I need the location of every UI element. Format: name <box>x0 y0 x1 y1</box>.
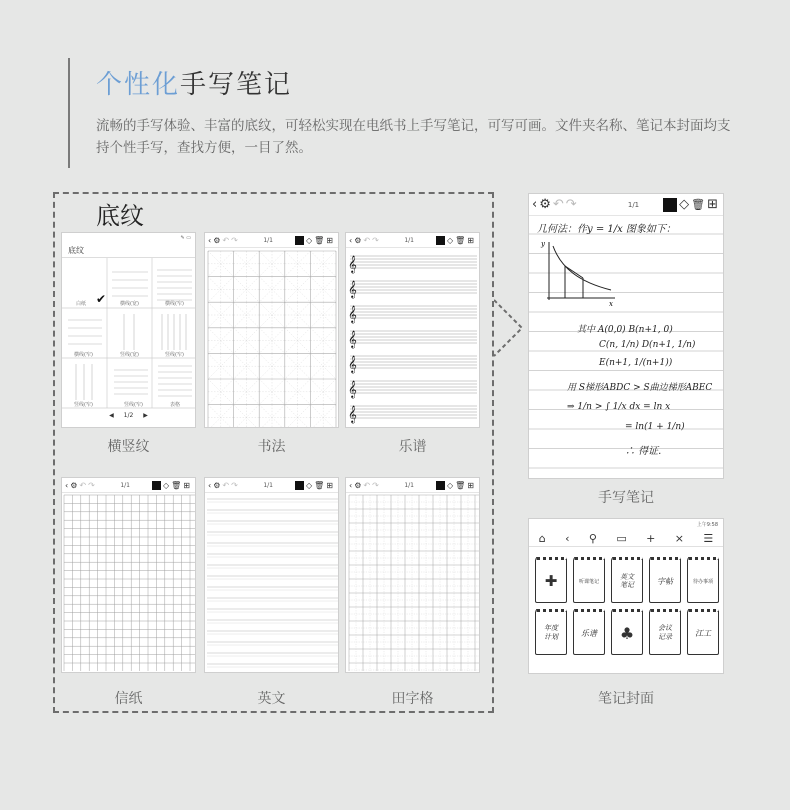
add-icon[interactable]: + <box>646 531 656 545</box>
undo-icon[interactable]: ↶ <box>363 480 371 490</box>
notebook-item[interactable] <box>573 609 605 655</box>
page-indicator: 1/2 <box>123 412 134 419</box>
treble-clef-icon: 𝄞 <box>348 330 357 348</box>
back-icon[interactable]: ‹ <box>349 235 353 245</box>
cell-label: 竖线(窄) <box>74 402 93 408</box>
toolbar <box>346 233 479 248</box>
notebook-item[interactable] <box>649 557 681 603</box>
eraser-icon[interactable]: ◇ <box>162 480 170 490</box>
treble-clef-icon: 𝄞 <box>348 355 357 373</box>
back-icon[interactable]: ‹ <box>65 480 69 490</box>
settings-icon[interactable]: ⚙ <box>354 480 362 490</box>
thumb-music-score[interactable] <box>345 232 480 428</box>
thumb-calligraphy[interactable] <box>204 232 339 428</box>
status-bar: ✎ ▭ <box>180 235 191 241</box>
page-title <box>96 64 292 101</box>
cell-label: 横线(宽) <box>120 301 139 307</box>
eraser-icon[interactable]: ◇ <box>446 235 454 245</box>
cell-label: 横线(窄) <box>165 301 184 307</box>
thumb-tianzige[interactable] <box>345 477 480 673</box>
title-highlight: 个性化 <box>96 70 181 100</box>
pen-icon[interactable] <box>152 481 161 490</box>
pen-icon[interactable] <box>295 481 304 490</box>
note-line: = ln(1 + 1/n) <box>625 422 685 432</box>
thumb-letter-paper[interactable] <box>61 477 196 673</box>
list-icon[interactable]: ☰ <box>703 531 714 545</box>
settings-icon[interactable]: ⚙ <box>213 235 221 245</box>
treble-clef-icon: 𝄞 <box>348 380 357 398</box>
next-page-icon[interactable]: ▶ <box>143 412 148 419</box>
page-indicator: 1/1 <box>627 200 640 209</box>
cover-toolbar <box>529 530 723 547</box>
eraser-icon[interactable]: ◇ <box>679 196 690 212</box>
eraser-icon[interactable]: ◇ <box>446 480 454 490</box>
trash-icon[interactable]: 🗑 <box>171 480 182 490</box>
back-icon[interactable]: ‹ <box>532 196 538 212</box>
add-page-icon[interactable]: ⊞ <box>183 480 190 490</box>
settings-icon[interactable]: ⚙ <box>539 196 551 212</box>
back-icon[interactable]: ‹ <box>208 235 212 245</box>
home-icon[interactable]: ⌂ <box>538 531 546 545</box>
trash-icon[interactable]: 🗑 <box>455 235 466 245</box>
add-page-icon[interactable]: ⊞ <box>326 480 333 490</box>
note-line: 其中 A(0,0) B(n+1, 0) <box>577 325 673 335</box>
pager <box>62 412 195 419</box>
caption-horizontal-vertical: 横竖纹 <box>107 439 150 455</box>
toolbar <box>205 233 338 248</box>
back-icon[interactable]: ‹ <box>349 480 353 490</box>
svg-text:y: y <box>541 240 545 248</box>
page-indicator: 1/1 <box>263 481 273 489</box>
notebook-label: 听课笔记 <box>578 578 599 585</box>
note-line: ∴ 得证. <box>625 446 662 457</box>
toolbar <box>529 194 723 216</box>
notebook-label: 英文笔记 <box>620 573 634 589</box>
cell-label: 横线(窄) <box>74 352 93 358</box>
connector-line <box>494 290 530 370</box>
redo-icon[interactable]: ↷ <box>231 235 238 245</box>
notebook-label: 乐谱 <box>581 628 597 638</box>
undo-icon[interactable]: ↶ <box>222 235 230 245</box>
add-page-icon[interactable]: ⊞ <box>326 235 333 245</box>
redo-icon[interactable]: ↷ <box>372 235 379 245</box>
caption-music-score: 乐谱 <box>398 439 427 455</box>
prev-page-icon[interactable]: ◀ <box>109 412 114 419</box>
pen-icon[interactable] <box>436 236 445 245</box>
section-title: 底纹 <box>96 202 144 230</box>
page-indicator: 1/1 <box>404 481 414 489</box>
thumb-horizontal-vertical[interactable] <box>61 232 196 428</box>
trash-icon[interactable]: 🗑 <box>691 197 706 211</box>
add-page-icon[interactable]: ⊞ <box>467 480 474 490</box>
pen-icon[interactable] <box>663 198 677 212</box>
notebook-cover-screen[interactable] <box>528 518 724 674</box>
caption-handwritten-note: 手写笔记 <box>598 490 654 506</box>
close-icon[interactable]: × <box>674 531 684 545</box>
undo-icon[interactable]: ↶ <box>79 480 87 490</box>
redo-icon[interactable]: ↷ <box>565 196 577 212</box>
treble-clef-icon: 𝄞 <box>348 405 357 423</box>
cell-label: 表格 <box>170 402 181 408</box>
square-grid <box>62 493 196 673</box>
trash-icon[interactable]: 🗑 <box>314 480 325 490</box>
handwritten-note-screen[interactable] <box>528 193 724 479</box>
toolbar <box>346 478 479 493</box>
undo-icon[interactable]: ↶ <box>222 480 230 490</box>
trash-icon[interactable]: 🗑 <box>455 480 466 490</box>
svg-text:x: x <box>609 300 613 308</box>
settings-icon[interactable]: ⚙ <box>213 480 221 490</box>
add-page-icon[interactable]: ⊞ <box>707 196 718 212</box>
page-indicator: 1/1 <box>120 481 130 489</box>
status-bar <box>529 519 723 530</box>
status-time: 上午9:58 <box>696 522 718 528</box>
note-line: 用 S梯形ABDC > S曲边梯形ABEC <box>567 383 713 393</box>
undo-icon[interactable]: ↶ <box>363 235 371 245</box>
eraser-icon[interactable]: ◇ <box>305 235 313 245</box>
notebook-item[interactable] <box>687 557 719 603</box>
redo-icon[interactable]: ↷ <box>372 480 379 490</box>
pen-icon[interactable] <box>295 236 304 245</box>
caption-notebook-cover: 笔记封面 <box>598 691 654 707</box>
notebook-item[interactable] <box>573 557 605 603</box>
treble-clef-icon: 𝄞 <box>348 305 357 323</box>
english-lines <box>205 493 339 673</box>
accent-bar <box>68 58 70 168</box>
add-page-icon[interactable]: ⊞ <box>467 235 474 245</box>
caption-tianzige: 田字格 <box>391 691 434 707</box>
caption-letter-paper: 信纸 <box>114 691 143 707</box>
notebook-label: 年度计划 <box>544 624 558 641</box>
notebook-grid <box>529 547 723 655</box>
title-rest: 手写笔记 <box>180 70 293 100</box>
cell-label: 竖线(窄) <box>165 352 184 358</box>
notebook-label: 待办事项 <box>692 578 713 585</box>
cell-label: 竖线(窄) <box>124 402 143 408</box>
page-description: 流畅的手写体验、丰富的底纹，可轻松实现在电纸书上手写笔记，可写可画。文件夹名称、笔记本封面均支持个性手写，查找方便，一目了然。 <box>96 118 731 156</box>
notebook-label: 会议记录 <box>658 624 672 641</box>
settings-icon[interactable]: ⚙ <box>70 480 78 490</box>
caption-english: 英文 <box>257 691 286 707</box>
toolbar <box>205 478 338 493</box>
notebook-item[interactable] <box>611 609 643 655</box>
back-icon[interactable]: ‹ <box>565 531 570 545</box>
tree-icon: ♣ <box>619 623 635 643</box>
eraser-icon[interactable]: ◇ <box>305 480 313 490</box>
panel-title: 底纹 <box>62 245 195 258</box>
settings-icon[interactable]: ⚙ <box>354 235 362 245</box>
notebook-item[interactable] <box>687 609 719 655</box>
redo-icon[interactable]: ↷ <box>88 480 95 490</box>
undo-icon[interactable]: ↶ <box>552 196 564 212</box>
search-icon[interactable]: ⚲ <box>588 531 597 545</box>
note-line: 几何法：作y = 1/x 图象如下： <box>537 224 676 235</box>
thumb-english[interactable] <box>204 477 339 673</box>
notebook-item[interactable] <box>611 557 643 603</box>
cell-label: 白纸 <box>76 301 87 307</box>
check-icon: ✔ <box>96 292 107 306</box>
page-indicator: 1/1 <box>263 236 273 244</box>
treble-clef-icon: 𝄞 <box>348 255 357 273</box>
back-icon[interactable]: ‹ <box>208 480 212 490</box>
redo-icon[interactable]: ↷ <box>231 480 238 490</box>
notebook-item[interactable] <box>535 609 567 655</box>
plus-cross-icon: ✚ <box>544 572 558 590</box>
function-graph <box>539 238 619 308</box>
calligraphy-grid <box>205 248 339 428</box>
trash-icon[interactable]: 🗑 <box>314 235 325 245</box>
folder-icon[interactable]: ▭ <box>616 531 627 545</box>
tianzige-grid <box>346 493 480 673</box>
notebook-label: 江工 <box>695 628 711 638</box>
notebook-label: 字帖 <box>657 576 673 586</box>
note-line: C(n, 1/n) D(n+1, 1/n) <box>599 340 696 350</box>
note-line: ⇒ 1/n > ∫ 1/x dx = ln x <box>567 402 671 412</box>
caption-calligraphy: 书法 <box>257 439 286 455</box>
toolbar <box>62 478 195 493</box>
note-line: E(n+1, 1/(n+1)) <box>599 358 673 368</box>
notebook-item[interactable] <box>649 609 681 655</box>
treble-clef-icon: 𝄞 <box>348 280 357 298</box>
notebook-item[interactable] <box>535 557 567 603</box>
cell-label: 竖线(宽) <box>120 352 139 358</box>
music-staff <box>346 248 480 428</box>
page-indicator: 1/1 <box>404 236 414 244</box>
pen-icon[interactable] <box>436 481 445 490</box>
